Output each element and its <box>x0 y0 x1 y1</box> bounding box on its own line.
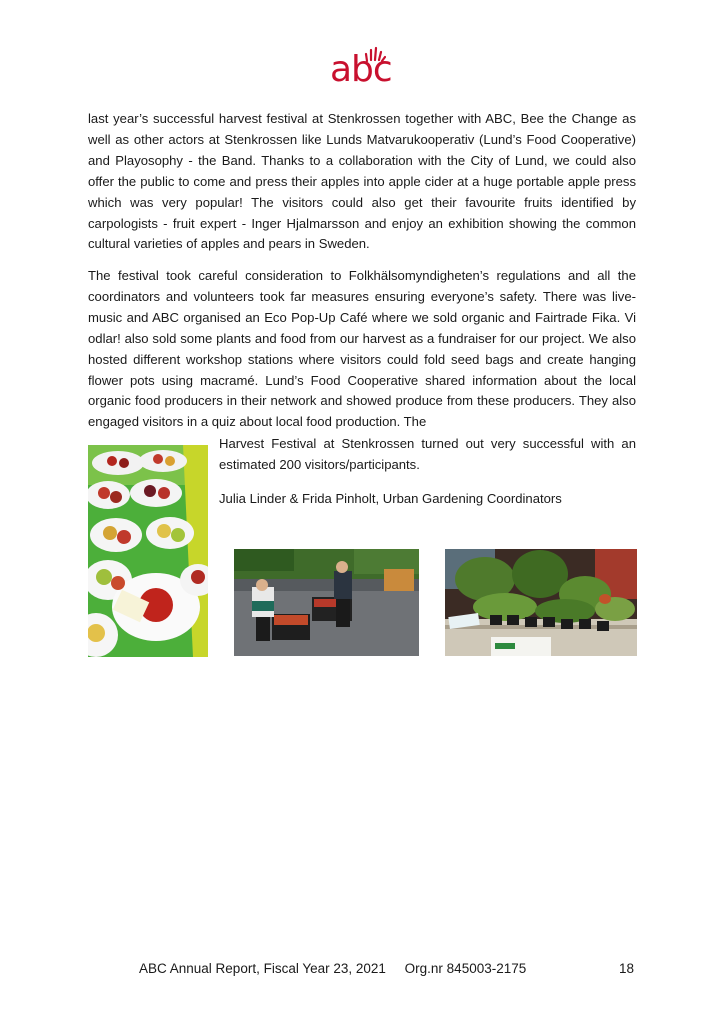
footer-report-info: ABC Annual Report, Fiscal Year 23, 2021 Org.nr 845003-2175 <box>139 961 527 976</box>
abc-logo <box>330 46 396 92</box>
paragraph-festival-result: Harvest Festival at Stenkrossen turned out very successful with an estimated 200 visitors/participants. <box>219 436 636 472</box>
page-number: 18 <box>619 961 635 976</box>
photo-apple-press-volunteers <box>234 549 419 656</box>
hand-icon <box>364 46 386 62</box>
paragraph-harvest-festival: last year’s successful harvest festival at Stenkrossen together with ABC, Bee the Change as well as other actors at Stenkrossen like Lunds Matvarukooperativ (Lund’s Food Cooperative) and Playosophy - the Band. Thanks to a collaboration with the City of Lund, we could also offer the public to come and press their apples into apple cider at a huge portable apple press which was very popular! The visitors could also get their favourite fruits identified by carpologists - fruit expert - Inger Hjalmarsson and enjoy an exhibition showing the common cultural varieties of apples and pears in Sweden. <box>88 111 636 252</box>
paragraph-festival-details: The festival took careful consideration to Folkhälsomyndigheten’s regulations and all the coordinators and volunteers took far measures ensuring everyone’s safety. There was live-music and ABC organised an Eco Pop-Up Café where we sold organic and Fairtrade Fika. Vi odlar! also sold some plants and food from our harvest as a fundraiser for our project. We also hosted different workshop stations where visitors could fold seed bags and create hanging flower pots using macramé. Lund’s Food Cooperative shared information about the local organic food producers in their network and showed produce from these producers. They also engaged visitors in a quiz about local food production. The <box>88 268 636 430</box>
photo-apples-on-plates <box>88 445 208 657</box>
logo-text: abc <box>330 49 392 90</box>
photo-plant-sale-table <box>445 549 637 656</box>
signature: Julia Linder & Frida Pinholt, Urban Gardening Coordinators <box>219 491 562 506</box>
